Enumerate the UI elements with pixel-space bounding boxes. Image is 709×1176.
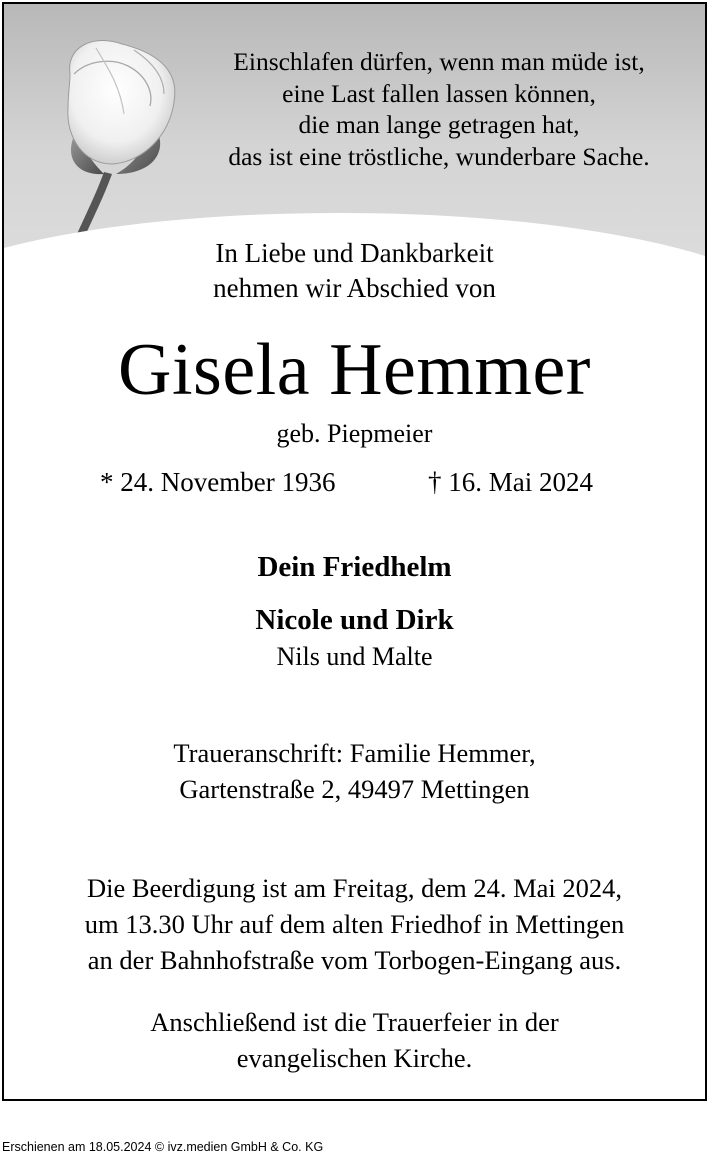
birth-date: * 24. November 1936: [100, 467, 336, 497]
intro-line: nehmen wir Abschied von: [213, 273, 496, 303]
obituary-notice: [2, 2, 707, 1101]
poem-line: die man lange getragen hat,: [298, 110, 580, 139]
death-date: † 16. Mai 2024: [428, 467, 593, 497]
address-line: Gartenstraße 2, 49497 Mettingen: [179, 774, 530, 804]
poem: [194, 46, 684, 172]
funeral-info: [4, 870, 705, 978]
poem-line: das ist eine tröstliche, wunderbare Sache.: [228, 141, 650, 171]
intro-line: In Liebe und Dankbarkeit: [215, 238, 494, 268]
family-grandchildren: Nils und Malte: [276, 642, 433, 671]
publication-footer: Erschienen am 18.05.2024 © ivz.medien GmbH & Co. KG: [2, 1140, 324, 1154]
poem-line: Einschlafen dürfen, wenn man müde ist,: [233, 47, 645, 76]
ceremony-line: Anschließend ist die Trauerfeier in der: [150, 1007, 559, 1037]
mourning-address: [4, 735, 705, 807]
funeral-line: an der Bahnhofstraße vom Torbogen-Eingang aus.: [87, 945, 622, 975]
ceremony-info: [4, 1004, 705, 1076]
birth-name: geb. Piepmeier: [276, 419, 433, 448]
poem-line: eine Last fallen lassen können,: [282, 78, 596, 108]
address-line: Traueranschrift: Familie Hemmer,: [173, 738, 536, 768]
ceremony-line: evangelischen Kirche.: [236, 1043, 473, 1073]
deceased-name: Gisela Hemmer: [118, 329, 591, 411]
family-spouse: Dein Friedhelm: [257, 551, 452, 583]
funeral-line: um 13.30 Uhr auf dem alten Friedhof in Mettingen: [84, 909, 625, 939]
funeral-line: Die Beerdigung ist am Freitag, dem 24. Mai 2024,: [86, 873, 623, 903]
family-children: Nicole und Dirk: [255, 604, 454, 636]
intro-text: [4, 236, 705, 306]
